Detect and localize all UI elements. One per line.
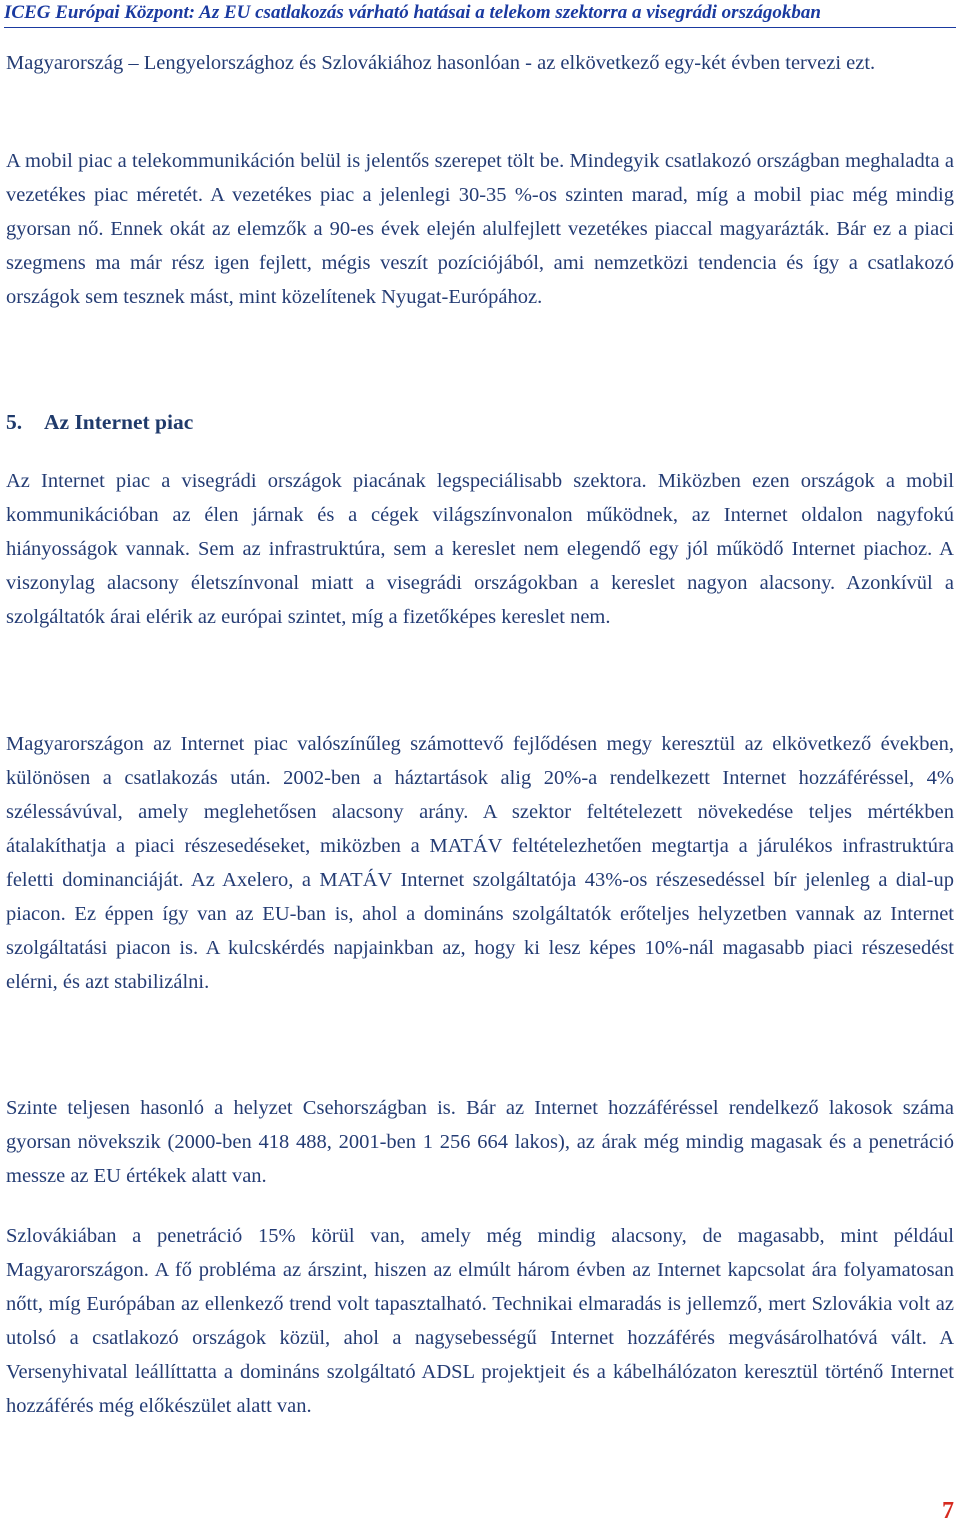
paragraph-hungary — [6, 727, 954, 999]
section-heading — [6, 405, 954, 439]
paragraph: Az Internet piac a visegrádi országok piacának legspeciálisabb szektora. Miközben ezen országok a mobil kommunikációban az élen járnak és a cégek világszínvonalon működnek, az Internet oldalon nagyfokú hiányosságok vannak. Sem az infrastruktúra, sem a kereslet nem elegendő egy jól működő Internet piachoz. A viszonylag alacsony életszínvonal miatt a visegrádi országokban a kereslet nagyon alacsony. Azonkívül a szolgáltatók árai elérik az európai szintet, míg a fizetőképes kereslet nem. — [6, 470, 954, 628]
paragraph: Szlovákiában a penetráció 15% körül van, amely még mindig alacsony, de magasabb, mint például Magyarországon. A fő probléma az árszint, hiszen az elmúlt három évben az Internet kapcsolat ára folyamatosan nőtt, míg Európában az ellenkező trend volt tapasztalható. Technikai elmaradás is jellemző, mert Szlovákia volt az utolsó a csatlakozó országok közül, ahol a nagysebességű Internet hozzáférés megvásárolhatóvá vált. A Versenyhivatal leállíttatta a domináns szolgáltató ADSL projektjeit és a kábelhálózaton keresztül történő Internet hozzáférés még előkészület alatt van. — [6, 1225, 954, 1417]
paragraph-czech — [6, 1091, 954, 1193]
paragraph: Szinte teljesen hasonló a helyzet Csehországban is. Bár az Internet hozzáféréssel rendelkező lakosok száma gyorsan növekszik (2000-ben 418 488, 2001-ben 1 256 664 lakos), az árak még mindig magasak és a penetráció messze az EU értékek alatt van. — [6, 1097, 954, 1187]
paragraph: A mobil piac a telekommunikáción belül is jelentős szerepet tölt be. Mindegyik csatlakozó országban meghaladta a vezetékes piac méretét. A vezetékes piac a jelenlegi 30-35 %-os szinten marad, míg a mobil piac még mindig gyorsan nő. Ennek okát az elemzők a 90-es évek elején alulfejlett vezetékes piaccal magyarázták. Bár ez a piaci szegmens ma már rész igen fejlett, mégis veszít pozíciójából, ami nemzetközi tendencia és így a csatlakozó országok sem tesznek mást, mint közelítenek Nyugat-Európához. — [6, 150, 954, 308]
paragraph: Magyarországon az Internet piac valószínűleg számottevő fejlődésen megy keresztül az elkövetkező években, különösen a csatlakozás után. 2002-ben a háztartások alig 20%-a rendelkezett Internet hozzáféréssel, 4% szélessávúval, amely meglehetősen alacsony arány. A szektor feltételezett növekedése teljes mértékben átalakíthatja a piaci részesedéseket, miközben a MATÁV feltételezhetően megtartja a járulékos infrastruktúra feletti dominanciáját. Az Axelero, a MATÁV Internet szolgáltatója 43%-os részesedéssel bír jelenleg a dial-up piacon. Ez éppen így van az EU-ban is, ahol a domináns szolgáltatók erőteljes helyzetben vannak az Internet szolgáltatási piacon is. A kulcskérdés napjainkban az, hogy ki lesz képes 10%-nál magasabb piaci részesedést elérni, és azt stabilizálni. — [6, 733, 954, 993]
paragraph: Magyarország – Lengyelországhoz és Szlovákiához hasonlóan - az elkövetkező egy-két évben tervezi ezt. — [6, 52, 876, 74]
page-number: 7 — [942, 1498, 954, 1524]
paragraph-slovakia — [6, 1219, 954, 1423]
paragraph-internet-market — [6, 464, 954, 634]
section-number: 5. — [6, 410, 23, 434]
section-title: Az Internet piac — [44, 410, 194, 434]
paragraph-mobile-market — [6, 144, 954, 314]
running-header: ICEG Európai Központ: Az EU csatlakozás várható hatásai a telekom szektorra a visegrádi országokban — [4, 0, 956, 28]
paragraph-intro — [6, 46, 954, 80]
